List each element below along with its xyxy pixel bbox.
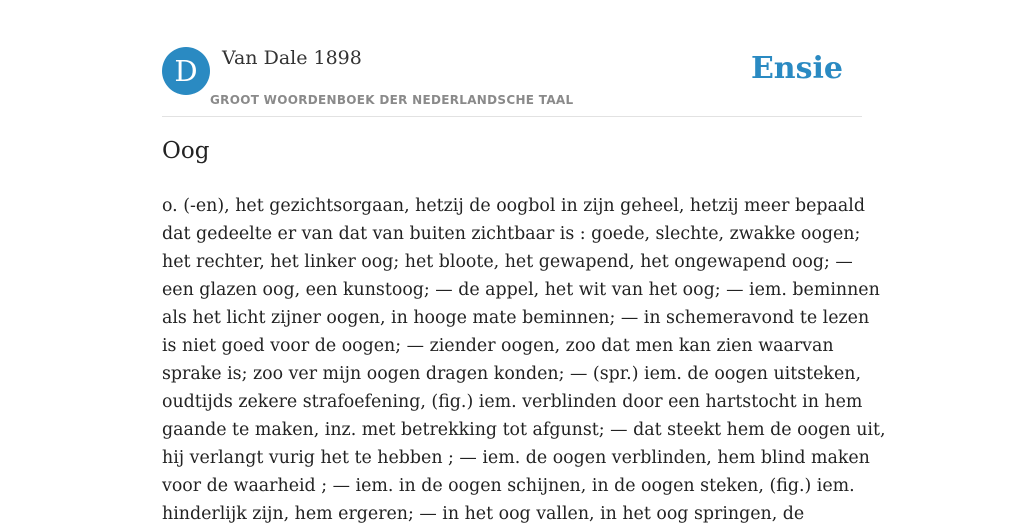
dictionary-subtitle: GROOT WOORDENBOEK DER NEDERLANDSCHE TAAL [210,93,574,107]
brand-logo[interactable]: Ensie [750,51,843,86]
definition-line: hij verlangt vurig het te hebben ; — iem. de oogen verblinden, hem blind maken [162,448,870,468]
definition-line: sprake is; zoo ver mijn oogen dragen konden; — (spr.) iem. de oogen uitsteken, [162,364,861,384]
definition-line: is niet goed voor de oogen; — ziender oogen, zoo dat men kan zien waarvan [162,336,834,356]
dictionary-title[interactable]: Van Dale 1898 [222,47,362,69]
definition-line: gaande te maken, inz. met betrekking tot afgunst; — dat steekt hem de oogen uit, [162,420,886,440]
entry-headword: Oog [162,138,210,164]
definition-line: het rechter, het linker oog; het bloote, het gewapend, het ongewapend oog; — [162,252,853,272]
definition-line: voor de waarheid ; — iem. in de oogen schijnen, in de oogen steken, (fig.) iem. [162,476,855,496]
entry-definition [162,192,886,528]
definition-line: dat gedeelte er van dat van buiten zichtbaar is : goede, slechte, zwakke oogen; [162,224,861,244]
dictionary-header [162,46,862,117]
definition-line: oudtijds zekere strafoefening, (fig.) iem. verblinden door een hartstocht in hem [162,392,863,412]
definition-line: een glazen oog, een kunstoog; — de appel, het wit van het oog; — iem. beminnen [162,280,880,300]
definition-line: als het licht zijner oogen, in hooge mate beminnen; — in schemeravond te lezen [162,308,870,328]
dictionary-logo[interactable]: D [162,47,210,95]
definition-line: hinderlijk zijn, hem ergeren; — in het oog vallen, in het oog springen, de [162,504,805,524]
definition-line: o. (-en), het gezichtsorgaan, hetzij de oogbol in zijn geheel, hetzij meer bepaald [162,196,865,216]
